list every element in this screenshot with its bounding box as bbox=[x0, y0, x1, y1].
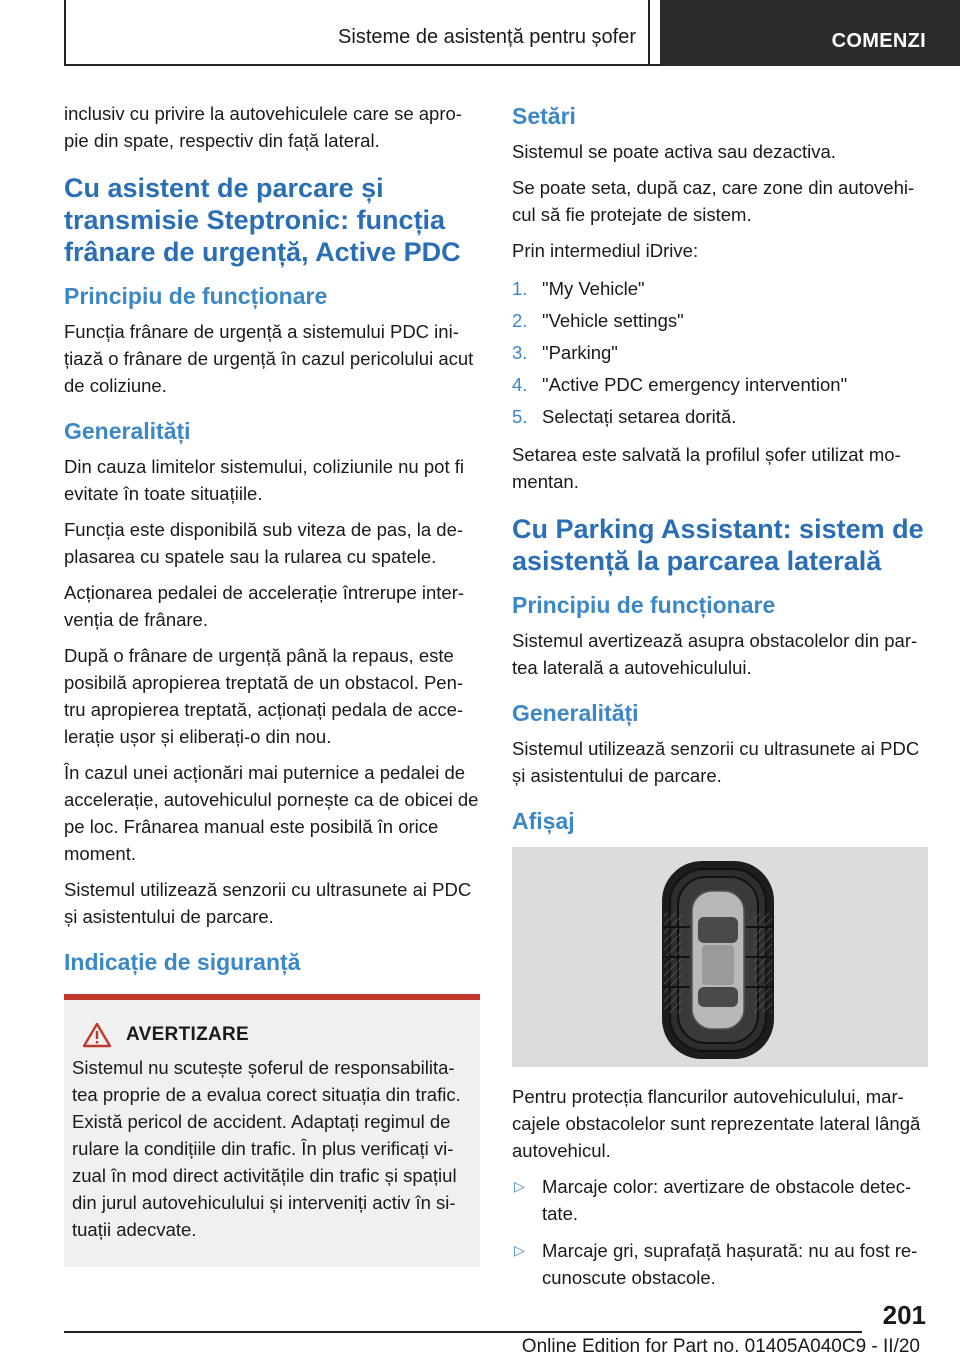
list-item: ▷ Marcaje gri, suprafață hașurată: nu au fost re-cunoscute obstacole. bbox=[512, 1237, 928, 1291]
display-paragraph: Pentru protecția flancurilor autovehiculului, mar-cajele obstacolelor sunt reprezentate lateral lângă autovehicul. bbox=[512, 1086, 921, 1161]
footer-edition: Online Edition for Part no. 01405A040C9 - II/20 bbox=[521, 1336, 920, 1357]
warning-text: Sistemul nu scutește șoferul de responsabilita-tea proprie de a evalua corect situația din trafic. Există pericol de accident. Adaptați regimul de rulare la condițiile din trafic. În plus verificați vi-zual în mod direct activitățile din trafic și spațiul din jurul autovehiculului și interveniți activ în si-tuații adecvate. bbox=[72, 1057, 461, 1240]
general-paragraph: Funcția este disponibilă sub viteza de pas, la de-plasarea cu spatele sau la rularea cu spatele. bbox=[64, 519, 464, 567]
page-number: 201 bbox=[882, 1300, 926, 1330]
settings-paragraph: Prin intermediul iDrive: bbox=[512, 240, 699, 261]
list-item: 4. "Active PDC emergency intervention" bbox=[512, 374, 848, 395]
general-paragraph: Din cauza limitelor sistemului, coliziunile nu pot fi evitate în toate situațiile. bbox=[64, 456, 464, 504]
list-item: 2. "Vehicle settings" bbox=[512, 310, 684, 331]
list-item: 5. Selectați setarea dorită. bbox=[512, 406, 737, 427]
warning-triangle-icon bbox=[82, 1022, 112, 1048]
car-top-view-icon bbox=[512, 847, 928, 1067]
principle-paragraph: Funcția frânare de urgență a sistemului PDC ini-țiază o frânare de urgență în cazul pericolului acut de coliziune. bbox=[64, 321, 474, 396]
settings-note: Setarea este salvată la profilul șofer utilizat mo-mentan. bbox=[512, 444, 901, 492]
heading-safety: Indicație de siguranță bbox=[64, 949, 301, 975]
list-item: 1. "My Vehicle" bbox=[512, 278, 645, 299]
right-column bbox=[512, 100, 928, 1301]
heading-display: Afișaj bbox=[512, 808, 575, 834]
triangle-bullet-icon: ▷ bbox=[514, 1242, 525, 1258]
principle-paragraph: Sistemul avertizează asupra obstacolelor din par-tea laterală a autovehiculului. bbox=[512, 630, 918, 678]
header-chapter-box bbox=[660, 0, 960, 66]
heading-parking-assistant: Cu Parking Assistant: sistem de asistență la parcarea laterală bbox=[512, 514, 924, 576]
settings-paragraph: Se poate seta, după caz, care zone din autovehi-cul să fie protejate de sistem. bbox=[512, 177, 915, 225]
heading-settings: Setări bbox=[512, 103, 576, 129]
left-column bbox=[64, 100, 480, 1267]
general-paragraph: Sistemul utilizează senzorii cu ultrasunete ai PDC și asistentului de parcare. bbox=[512, 738, 920, 786]
settings-steps bbox=[512, 273, 928, 433]
chapter-title: COMENZI bbox=[831, 30, 926, 52]
general-paragraph: După o frânare de urgență până la repaus, este posibilă apropierea treptată de un obstacol. Pen-tru apropierea treptată, acționați pedala de acce-lerație ușor și eliberați-o din nou. bbox=[64, 645, 464, 747]
header-section-box bbox=[64, 0, 650, 66]
footer-rule bbox=[64, 1331, 862, 1333]
parking-display-image bbox=[512, 847, 928, 1067]
settings-paragraph: Sistemul se poate activa sau dezactiva. bbox=[512, 141, 836, 162]
heading-general: Generalități bbox=[512, 700, 639, 726]
heading-emergency-braking: Cu asistent de parcare și transmisie Steptronic: funcția frânare de urgență, Active PDC bbox=[64, 173, 461, 267]
warning-title: AVERTIZARE bbox=[126, 1024, 249, 1045]
triangle-bullet-icon: ▷ bbox=[514, 1178, 525, 1194]
general-paragraph: Acționarea pedalei de accelerație întrerupe inter-venția de frânare. bbox=[64, 582, 465, 630]
heading-principle: Principiu de funcționare bbox=[64, 283, 328, 309]
display-bullets bbox=[512, 1173, 928, 1291]
general-paragraph: Sistemul utilizează senzorii cu ultrasunete ai PDC și asistentului de parcare. bbox=[64, 879, 472, 927]
list-item: ▷ Marcaje color: avertizare de obstacole detec-tate. bbox=[512, 1173, 928, 1227]
section-title: Sisteme de asistență pentru șofer bbox=[338, 26, 636, 48]
heading-principle: Principiu de funcționare bbox=[512, 592, 776, 618]
warning-box bbox=[64, 994, 480, 1267]
general-paragraph: În cazul unei acționări mai puternice a pedalei de accelerație, autovehiculul pornește ca de obicei de pe loc. Frânarea manual este posibilă în orice moment. bbox=[64, 762, 479, 864]
intro-paragraph: inclusiv cu privire la autovehiculele care se apro-pie din spate, respectiv din față lateral. bbox=[64, 103, 462, 151]
list-item: 3. "Parking" bbox=[512, 342, 618, 363]
heading-general: Generalități bbox=[64, 418, 191, 444]
